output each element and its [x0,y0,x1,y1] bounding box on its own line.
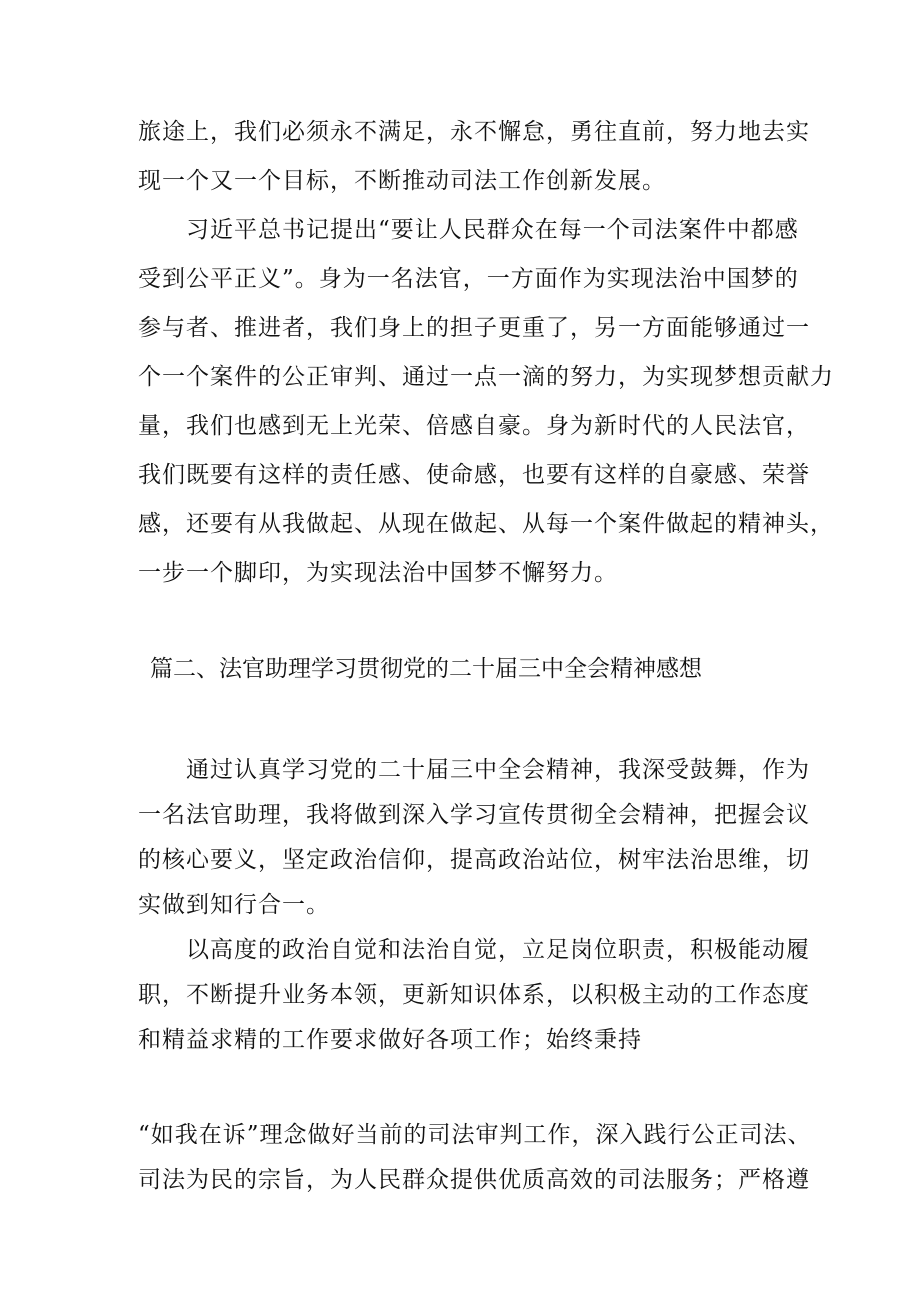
text-line: 以高度的政治自觉和法治自觉，立足岗位职责，积极能动履 [186,937,810,963]
section-heading: 篇二、法官助理学习贯彻党的二十届三中全会精神感想 [150,656,702,682]
text-line: 受到公平正义”。身为一名法官，一方面作为实现法治中国梦的 [138,266,799,292]
text-line: 我们既要有这样的责任感、使命感，也要有这样的自豪感、荣誉 [138,462,810,488]
text-line: 一名法官助理，我将做到深入学习宣传贯彻全会精神，把握会议 [138,802,810,828]
text-line: “如我在诉”理念做好当前的司法审判工作，深入践行公正司法、 [138,1122,812,1148]
text-line: 通过认真学习党的二十届三中全会精神，我深受鼓舞，作为 [186,757,810,783]
text-line: 实做到知行合一。 [138,892,330,918]
text-line: 旅途上，我们必须永不满足，永不懈怠，勇往直前，努力地去实 [138,119,810,145]
text-line: 司法为民的宗旨，为人民群众提供优质高效的司法服务；严格遵 [138,1167,810,1193]
text-line: 现一个又一个目标，不断推动司法工作创新发展。 [138,168,666,194]
text-line: 的核心要义，坚定政治信仰，提高政治站位，树牢法治思维，切 [138,847,810,873]
text-line: 习近平总书记提出“要让人民群众在每一个司法案件中都感 [186,217,799,243]
text-line: 感，还要有从我做起、从现在做起、从每一个案件做起的精神头， [138,511,834,537]
text-line: 参与者、推进者，我们身上的担子更重了，另一方面能够通过一 [138,315,810,341]
text-line: 一步一个脚印，为实现法治中国梦不懈努力。 [138,560,618,586]
text-line: 量，我们也感到无上光荣、倍感自豪。身为新时代的人民法官， [138,413,810,439]
text-line: 和精益求精的工作要求做好各项工作；始终秉持 [138,1027,642,1053]
text-line: 个一个案件的公正审判、通过一点一滴的努力，为实现梦想贡献力 [138,364,834,390]
text-line: 职，不断提升业务本领，更新知识体系，以积极主动的工作态度 [138,982,810,1008]
